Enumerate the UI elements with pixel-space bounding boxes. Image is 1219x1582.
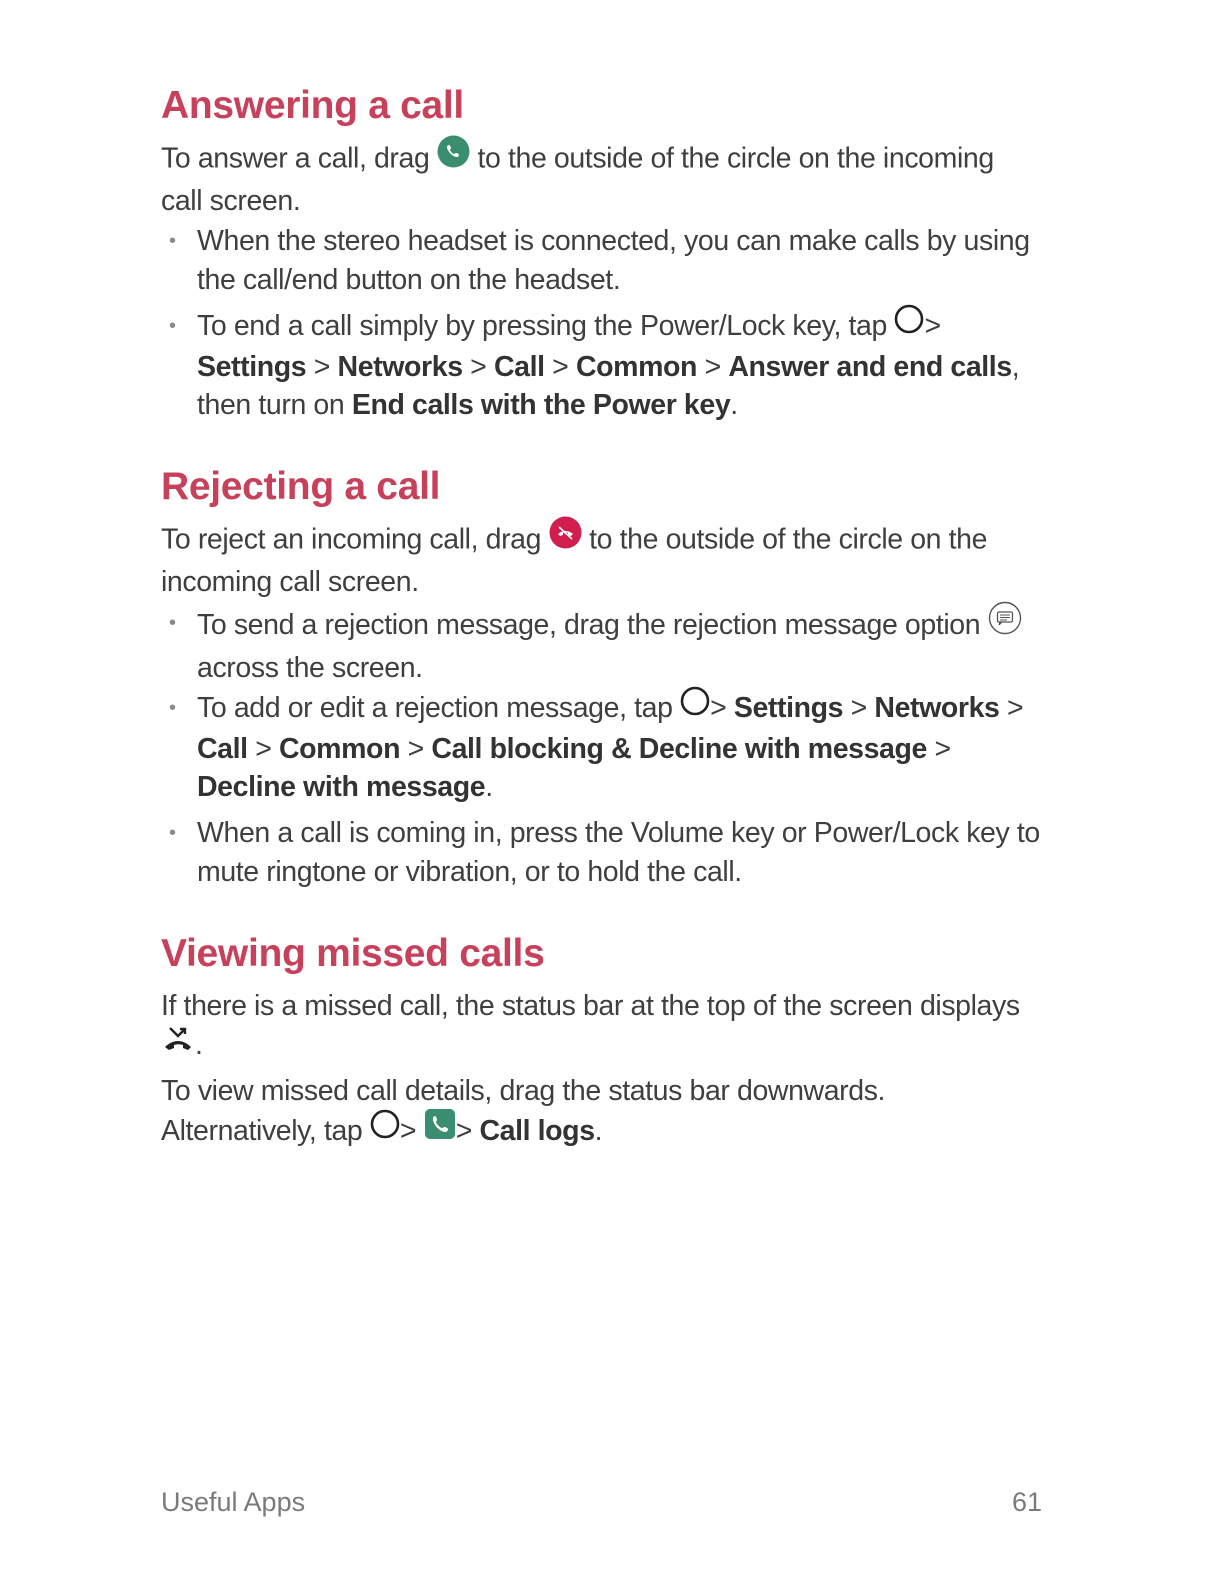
- answer-text-after: to the outside of the circle on the incoming call screen.: [161, 142, 994, 217]
- path-common: Common: [278, 732, 401, 765]
- path-common: Common: [575, 350, 698, 383]
- answer-text-before: To answer a call, drag: [161, 142, 430, 175]
- phone-app-icon: [424, 1108, 456, 1151]
- bullet-dot: •: [169, 822, 176, 844]
- period: .: [730, 389, 738, 422]
- bullet-dot: •: [169, 315, 176, 337]
- missed-paragraph-2: [161, 1072, 1041, 1153]
- red-reject-call-icon: [549, 516, 582, 560]
- reject-text-before: To reject an incoming call, drag: [161, 523, 542, 556]
- gt: >: [710, 692, 727, 724]
- gt: >: [407, 732, 424, 765]
- b1-after: across the screen.: [197, 651, 423, 684]
- reject-paragraph: [161, 519, 1041, 601]
- gt: >: [255, 732, 272, 765]
- path-networks: Networks: [874, 692, 1000, 724]
- path-settings: Settings: [733, 692, 844, 724]
- gt: >: [924, 310, 941, 342]
- heading-rejecting-a-call: Rejecting a call: [161, 465, 441, 508]
- answer-paragraph: [161, 138, 1041, 220]
- comma: ,: [1011, 350, 1020, 383]
- period: .: [195, 1028, 203, 1061]
- missed-paragraph-1: [161, 987, 1041, 1066]
- path-call-blocking: Call blocking & Decline with message: [431, 732, 927, 765]
- gt: >: [455, 1114, 472, 1147]
- b2-before: To add or edit a rejection message, tap: [197, 692, 673, 724]
- reject-bullet-2: [161, 689, 1041, 807]
- gt: >: [934, 732, 951, 765]
- gt: >: [552, 350, 569, 383]
- gt: >: [1007, 692, 1024, 724]
- path-end-calls-power-key: End calls with the Power key: [351, 389, 731, 422]
- bullet-text: When a call is coming in, press the Volume key or Power/Lock key to mute ringtone or vibration, or to hold the call.: [197, 817, 1040, 888]
- answer-bullet-2: [161, 307, 1041, 425]
- path-networks: Networks: [337, 350, 463, 383]
- b2-then: then turn on: [197, 389, 345, 422]
- home-circle-icon: [370, 1109, 400, 1150]
- bullet-text: [197, 604, 1041, 687]
- bullet-dot: •: [169, 697, 176, 719]
- bullet-text: When the stereo headset is connected, you can make calls by using the call/end button on the headset.: [197, 225, 1030, 296]
- missed-text-before: If there is a missed call, the status bar at the top of the screen displays: [161, 990, 1020, 1022]
- reject-text-after: to the outside of the circle on the incoming call screen.: [161, 523, 988, 598]
- footer-page-number: 61: [1011, 1487, 1042, 1517]
- gt: >: [850, 692, 867, 724]
- green-call-icon: [437, 135, 470, 179]
- heading-answering-a-call: Answering a call: [161, 84, 464, 127]
- bullet-dot: •: [169, 230, 176, 252]
- gt: >: [704, 350, 721, 383]
- missed-text-2: To view missed call details, drag the status bar downwards.: [161, 1075, 886, 1107]
- gt: >: [470, 350, 487, 383]
- path-decline-with-message: Decline with message: [197, 771, 486, 804]
- footer-section-title: Useful Apps: [161, 1487, 306, 1517]
- gt: >: [399, 1114, 417, 1147]
- period: .: [594, 1114, 603, 1147]
- answer-bullet-1: [161, 222, 1041, 299]
- heading-viewing-missed-calls: Viewing missed calls: [161, 932, 545, 975]
- reject-bullet-1: [161, 604, 1041, 687]
- bullet-text: [197, 307, 1041, 425]
- missed-call-icon: [161, 1023, 195, 1064]
- path-call-logs: Call logs: [479, 1114, 595, 1147]
- bullet-dot: •: [169, 612, 176, 634]
- reject-bullet-3: [161, 814, 1041, 891]
- path-call: Call: [197, 732, 248, 765]
- path-settings: Settings: [197, 350, 307, 383]
- home-circle-icon: [894, 304, 924, 345]
- home-circle-icon: [680, 686, 710, 727]
- gt: >: [313, 350, 331, 383]
- bullet-text: [197, 689, 1041, 807]
- path-answer-end-calls: Answer and end calls: [728, 350, 1012, 383]
- b2-before: To end a call simply by pressing the Power/Lock key, tap: [197, 310, 887, 342]
- b1-before: To send a rejection message, drag the rejection message option: [197, 608, 981, 641]
- period: .: [485, 771, 493, 804]
- message-option-icon: [988, 601, 1022, 646]
- missed-text-3-before: Alternatively, tap: [161, 1114, 363, 1147]
- path-call: Call: [493, 350, 545, 383]
